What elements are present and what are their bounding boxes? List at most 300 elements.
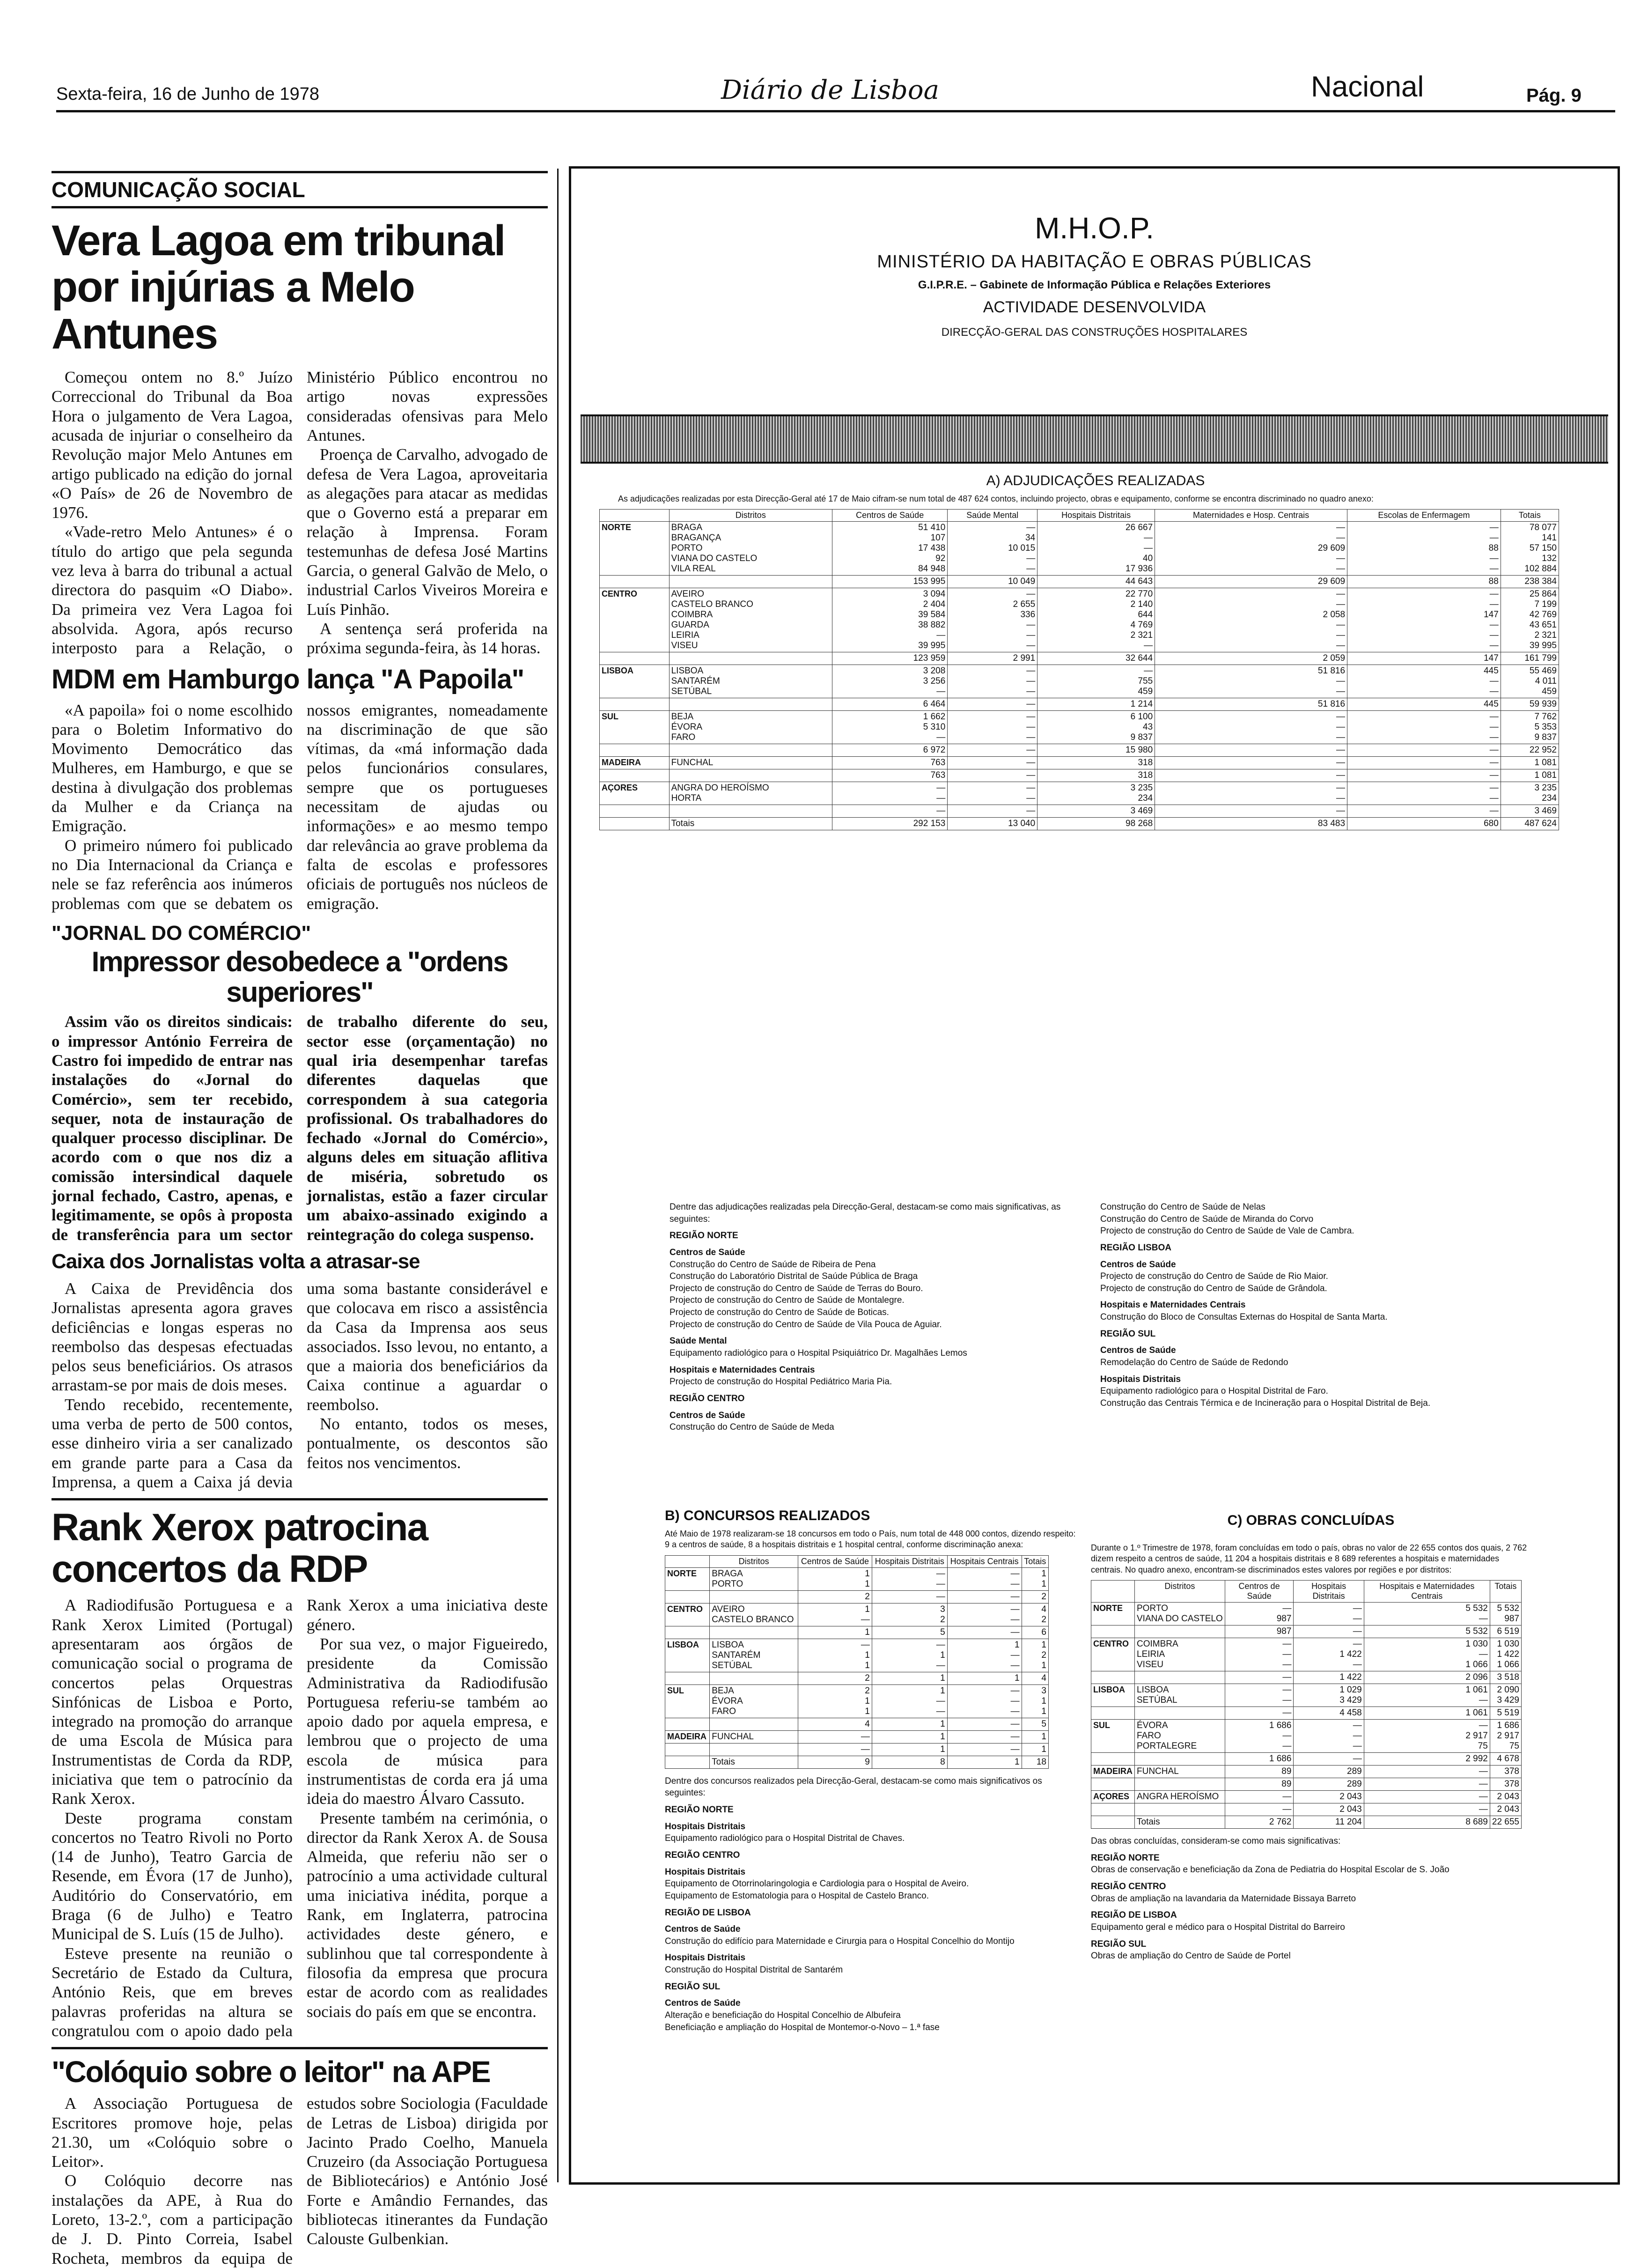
section-b bbox=[665, 1508, 1077, 2033]
subtotal-row bbox=[600, 698, 1559, 711]
note-line: Equipamento radiológico para o Hospital Psiquiátrico Dr. Magalhães Lemos bbox=[670, 1348, 967, 1359]
region-cell bbox=[600, 805, 670, 818]
column-header bbox=[665, 1555, 710, 1567]
region-cell bbox=[1091, 1816, 1135, 1829]
section-c-intro: Durante o 1.º Trimestre de 1978, foram concluídas em todo o país, obras no valor de 22 655 contos dos quais, 2 762 dizem respeito a centros de saúde, 11 204 a hospitais distritais e 8 689 referentes a hospitais e maternidades centrais. No quadro anexo, encontram-se discriminados estes valores por regiões e por distritos: bbox=[1091, 1543, 1527, 1574]
value-cell: — bbox=[1225, 1803, 1294, 1816]
value-cell: 1 2 1 bbox=[1022, 1639, 1048, 1672]
paragraph: A sentença será proferida na próxima segunda-feira, às 14 horas. bbox=[307, 619, 548, 657]
district-cell: ÉVORA FARO PORTALEGRE bbox=[1135, 1720, 1225, 1753]
notes-a-left bbox=[670, 1201, 1091, 1433]
value-cell: 3 235 234 bbox=[1501, 782, 1559, 805]
district-cell: LISBOA SANTARÉM SETÚBAL bbox=[710, 1639, 798, 1672]
subtotal-row bbox=[1091, 1625, 1522, 1638]
value-cell: 11 204 bbox=[1294, 1816, 1364, 1829]
district-cell: LISBOA SANTARÉM SETÚBAL bbox=[669, 665, 832, 698]
value-cell: — bbox=[872, 1590, 947, 1603]
value-cell: — — — bbox=[948, 711, 1037, 744]
note-line: Construção do Bloco de Consultas Externas do Hospital de Santa Marta. bbox=[1100, 1312, 1388, 1322]
district-cell bbox=[710, 1743, 798, 1756]
value-cell: — bbox=[1347, 757, 1501, 769]
region-cell bbox=[600, 769, 670, 782]
value-cell: — — bbox=[1225, 1684, 1294, 1707]
value-cell: 2 059 bbox=[1155, 652, 1347, 665]
value-cell: 1 bbox=[872, 1672, 947, 1684]
value-cell: — bbox=[947, 1626, 1022, 1639]
note-heading: REGIÃO DE LISBOA bbox=[1091, 1910, 1177, 1921]
note-heading: REGIÃO CENTRO bbox=[670, 1393, 745, 1404]
table-row bbox=[665, 1639, 1049, 1672]
ad-title: M.H.O.P. bbox=[1035, 211, 1154, 245]
value-cell: 51 816 — — bbox=[1155, 665, 1347, 698]
value-cell: 1 bbox=[1022, 1743, 1048, 1756]
value-cell: 51 410 107 17 438 92 84 948 bbox=[832, 522, 948, 576]
note-line: Obras de ampliação na lavandaria da Maternidade Bissaya Barreto bbox=[1091, 1893, 1356, 1904]
subtotal-row bbox=[665, 1590, 1049, 1603]
article-impressor bbox=[52, 1012, 548, 1244]
note-heading: Hospitais Distritais bbox=[665, 1953, 746, 1963]
value-cell: — — bbox=[947, 1567, 1022, 1590]
column-header: Hospitais Distritais bbox=[1037, 510, 1155, 522]
column-header: Distritos bbox=[669, 510, 832, 522]
value-cell: — — 147 — — — bbox=[1347, 588, 1501, 652]
column-header: Centros de Saúde bbox=[1225, 1581, 1294, 1603]
value-cell: — — 88 — — bbox=[1347, 522, 1501, 576]
value-cell: 6 464 bbox=[832, 698, 948, 711]
value-cell: — bbox=[1294, 1753, 1364, 1766]
value-cell: 3 094 2 404 39 584 38 882 — 39 995 bbox=[832, 588, 948, 652]
region-cell bbox=[1091, 1778, 1135, 1791]
table-row bbox=[1091, 1603, 1522, 1625]
value-cell: 3 469 bbox=[1501, 805, 1559, 818]
headline-mdm: MDM em Hamburgo lança "A Papoila" bbox=[52, 664, 524, 694]
column-header bbox=[600, 510, 670, 522]
region-cell bbox=[600, 744, 670, 757]
value-cell: — — bbox=[872, 1567, 947, 1590]
note-line: Beneficiação e ampliação do Hospital de Montemor-o-Novo – 1.ª fase bbox=[665, 2022, 940, 2032]
value-cell: 289 bbox=[1294, 1766, 1364, 1778]
region-cell: AÇORES bbox=[600, 782, 670, 805]
column-header: Saúde Mental bbox=[948, 510, 1037, 522]
paragraph: Deste programa constam concertos no Teatro Rivoli no Porto (14 de Junho), Teatro Garcia de Resende, em Évora (17 de Junho), Auditório do Conservatório, em Braga (6 de Julho) e Teatro Municipal de S. Luís (15 de Julho). bbox=[52, 1809, 293, 1943]
paragraph: «Vade-retro Melo Antunes» é o título do artigo que pela segunda vez leva à barra do tribunal a actual directora do pasquim «O Diabo». Da primeira vez Vera Lagoa foi absolvida. Agora, após recurso interposto para a Relação, o Ministério Público encontrou no artigo novas expressões consideradas ofensivas para Melo Antunes. bbox=[52, 368, 548, 657]
region-cell bbox=[1091, 1671, 1135, 1684]
district-cell bbox=[669, 576, 832, 588]
ad-header bbox=[571, 169, 1618, 339]
district-cell: AVEIRO CASTELO BRANCO COIMBRA GUARDA LEIRIA VISEU bbox=[669, 588, 832, 652]
value-cell: — 2 655 336 — — — bbox=[948, 588, 1037, 652]
paragraph: «A papoila» foi o nome escolhido para o Boletim Informativo do Movimento Democrático das Mulheres, em Hamburgo, e que se destina à divulgação dos problemas da Mulher e da Criança na Emigração. bbox=[52, 701, 293, 835]
note-line: Equipamento de Estomatologia para o Hospital de Castelo Branco. bbox=[665, 1891, 929, 1901]
note-heading: Centros de Saúde bbox=[670, 1247, 745, 1257]
value-cell: — 755 459 bbox=[1037, 665, 1155, 698]
note-line: Equipamento radiológico para o Hospital Distrital de Faro. bbox=[1100, 1386, 1328, 1396]
value-cell: 1 bbox=[872, 1718, 947, 1730]
value-cell: 2 096 bbox=[1364, 1671, 1490, 1684]
subtotal-row bbox=[600, 744, 1559, 757]
district-cell: BEJA ÉVORA FARO bbox=[669, 711, 832, 744]
region-cell: NORTE bbox=[600, 522, 670, 576]
value-cell: — bbox=[1364, 1803, 1490, 1816]
table-header bbox=[600, 510, 1559, 522]
value-cell: — bbox=[798, 1730, 872, 1743]
subtotal-row bbox=[665, 1743, 1049, 1756]
region-cell: MADEIRA bbox=[600, 757, 670, 769]
note-line: Construção das Centrais Térmica e de Incineração para o Hospital Distrital de Beja. bbox=[1100, 1398, 1431, 1408]
paragraph: Presente também na cerimónia, o director da Rank Xerox A. de Sousa Almeida, que referiu não ser o patrocínio a uma actividade cultural uma iniciativa inédita, porque a Rank, em Inglaterra, patrocina actividades deste género, e sublinhou que tal correspondente à filosofia da empresa que procura estar de acordo com as realidades sociais do país em que se encontra. bbox=[307, 1809, 548, 2021]
district-cell: BRAGA PORTO bbox=[710, 1567, 798, 1590]
value-cell: — — — bbox=[1155, 711, 1347, 744]
district-cell bbox=[1135, 1625, 1225, 1638]
article-rank-xerox bbox=[52, 1596, 548, 2040]
value-cell: — — bbox=[1347, 782, 1501, 805]
value-cell: — — bbox=[832, 782, 948, 805]
article-mdm bbox=[52, 701, 548, 913]
region-cell: CENTRO bbox=[600, 588, 670, 652]
value-cell: — — bbox=[947, 1603, 1022, 1626]
value-cell: 318 bbox=[1037, 757, 1155, 769]
value-cell: 22 655 bbox=[1490, 1816, 1521, 1829]
ad-gabinete: G.I.P.R.E. – Gabinete de Informação Pública e Relações Exteriores bbox=[918, 279, 1271, 291]
note-line: Construção do Hospital Distrital de Santarém bbox=[665, 1965, 843, 1975]
district-cell: AVEIRO CASTELO BRANCO bbox=[710, 1603, 798, 1626]
kicker-jornal-comercio: "JORNAL DO COMÉRCIO" bbox=[52, 921, 311, 945]
value-cell: — bbox=[1225, 1707, 1294, 1720]
headline-caixa: Caixa dos Jornalistas volta a atrasar-se bbox=[52, 1249, 420, 1273]
value-cell: — bbox=[1225, 1671, 1294, 1684]
paragraph: A Caixa de Previdência dos Jornalistas apresenta agora graves deficiências e longas esperas no reembolso das despesas efectuadas pelos seus beneficiários. Os atrasos arrastam-se por mais de dois meses. bbox=[52, 1279, 293, 1395]
table-row bbox=[665, 1730, 1049, 1743]
value-cell: 1 — — bbox=[872, 1684, 947, 1718]
value-cell: 7 762 5 353 9 837 bbox=[1501, 711, 1559, 744]
district-cell bbox=[669, 698, 832, 711]
value-cell: 487 624 bbox=[1501, 818, 1559, 830]
value-cell: — bbox=[1347, 805, 1501, 818]
note-heading: Saúde Mental bbox=[670, 1336, 727, 1346]
value-cell: 1 030 — 1 066 bbox=[1364, 1638, 1490, 1671]
section-b-title: B) CONCURSOS REALIZADOS bbox=[665, 1508, 870, 1523]
value-cell: 1 bbox=[947, 1672, 1022, 1684]
paragraph: Tendo recebido, recentemente, uma verba de perto de 500 contos, esse dinheiro viria a ser canalizado em grande parte para a Casa da Imprensa, a quem a Caixa já devia uma soma bastante considerável e que colocava em risco a assistência da Casa da Imprensa aos seus associados. Isso levou, no entanto, a que a maioria dos beneficiários da Caixa continue a aguardar o reembolso. bbox=[52, 1279, 548, 1491]
value-cell: — bbox=[1155, 757, 1347, 769]
note-heading: Hospitais Distritais bbox=[1100, 1374, 1181, 1384]
region-cell: SUL bbox=[665, 1684, 710, 1718]
district-cell: PORTO VIANA DO CASTELO bbox=[1135, 1603, 1225, 1625]
table-header bbox=[665, 1555, 1049, 1567]
district-cell: ANGRA HEROÍSMO bbox=[1135, 1791, 1225, 1803]
value-cell: 55 469 4 011 459 bbox=[1501, 665, 1559, 698]
value-cell: — bbox=[1364, 1766, 1490, 1778]
value-cell: 1 686 2 917 75 bbox=[1490, 1720, 1521, 1753]
table-row bbox=[1091, 1816, 1522, 1829]
region-cell bbox=[665, 1590, 710, 1603]
value-cell: 1 1 bbox=[1022, 1567, 1048, 1590]
headline-vera-lagoa: Vera Lagoa em tribunal por injúrias a Melo Antunes bbox=[52, 217, 505, 358]
value-cell: 1 662 5 310 — bbox=[832, 711, 948, 744]
value-cell: — — 2 058 — — — bbox=[1155, 588, 1347, 652]
subtotal-row bbox=[665, 1718, 1049, 1730]
value-cell: 4 678 bbox=[1490, 1753, 1521, 1766]
note-line: Dentre dos concursos realizados pela Direcção-Geral, destacam-se como mais significativos os seguintes: bbox=[665, 1776, 1042, 1798]
column-header: Hospitais Centrais bbox=[947, 1555, 1022, 1567]
region-cell bbox=[665, 1672, 710, 1684]
value-cell: — bbox=[948, 698, 1037, 711]
section-rule bbox=[52, 1498, 548, 1500]
value-cell: 5 bbox=[872, 1626, 947, 1639]
value-cell: 1 bbox=[947, 1756, 1022, 1768]
note-heading: Hospitais Distritais bbox=[665, 1821, 746, 1832]
note-line: Remodelação do Centro de Saúde de Redondo bbox=[1100, 1358, 1288, 1368]
value-cell: 238 384 bbox=[1501, 576, 1559, 588]
value-cell: — bbox=[1347, 769, 1501, 782]
value-cell: 5 532 bbox=[1364, 1625, 1490, 1638]
column-header: Totais bbox=[1022, 1555, 1048, 1567]
column-header: Totais bbox=[1490, 1581, 1521, 1603]
table-row bbox=[600, 818, 1559, 830]
table-row bbox=[600, 782, 1559, 805]
district-cell: BEJA ÉVORA FARO bbox=[710, 1684, 798, 1718]
note-heading: Centros de Saúde bbox=[1100, 1345, 1176, 1356]
region-cell bbox=[1091, 1803, 1135, 1816]
value-cell: 1 029 3 429 bbox=[1294, 1684, 1364, 1707]
value-cell: 2 bbox=[798, 1672, 872, 1684]
value-cell: 445 bbox=[1347, 698, 1501, 711]
value-cell: 2 1 1 bbox=[798, 1684, 872, 1718]
note-line: Projecto de construção do Centro de Saúde de Rio Maior. bbox=[1100, 1271, 1328, 1282]
table-concursos bbox=[665, 1555, 1049, 1769]
subtotal-row bbox=[665, 1626, 1049, 1639]
value-cell: — bbox=[1347, 744, 1501, 757]
note-line: Projecto de construção do Centro de Saúde de Vila Pouca de Aguiar. bbox=[670, 1319, 942, 1330]
note-heading: REGIÃO SUL bbox=[1091, 1939, 1147, 1949]
table-row bbox=[600, 522, 1559, 576]
value-cell: — bbox=[1364, 1778, 1490, 1791]
district-cell bbox=[669, 769, 832, 782]
value-cell: 6 bbox=[1022, 1626, 1048, 1639]
note-line: Equipamento geral e médico para o Hospital Distrital do Barreiro bbox=[1091, 1922, 1345, 1933]
column-header: Totais bbox=[1501, 510, 1559, 522]
value-cell: 1 422 bbox=[1294, 1671, 1364, 1684]
value-cell: 161 799 bbox=[1501, 652, 1559, 665]
value-cell: — 2 917 75 bbox=[1364, 1720, 1490, 1753]
value-cell: — 1 422 — bbox=[1294, 1638, 1364, 1671]
notes-a-right bbox=[1100, 1201, 1522, 1410]
value-cell: — bbox=[798, 1743, 872, 1756]
ad-ministry: MINISTÉRIO DA HABITAÇÃO E OBRAS PÚBLICAS bbox=[877, 252, 1312, 272]
district-cell: ANGRA DO HEROÍSMO HORTA bbox=[669, 782, 832, 805]
note-heading: Hospitais Distritais bbox=[665, 1867, 746, 1877]
value-cell: 25 864 7 199 42 769 43 651 2 321 39 995 bbox=[1501, 588, 1559, 652]
value-cell: 3 2 bbox=[872, 1603, 947, 1626]
value-cell: 1 061 — bbox=[1364, 1684, 1490, 1707]
table-row bbox=[1091, 1684, 1522, 1707]
note-line: Projecto de construção do Centro de Saúde de Terras do Bouro. bbox=[670, 1283, 923, 1293]
paragraph: Assim vão os direitos sindicais: o impressor António Ferreira de Castro foi impedido de entrar nas instalações do «Jornal do Comércio», sem ter recebido, sequer, nota de instauração de qualquer processo disciplinar. De acordo com o que nos diz a comissão intersindical daquele jornal fechado, Castro, apenas, e legitimamente, se opôs à proposta de transferência para um sector de trabalho diferente do seu, sector esse (orçamentação) no qual iria desempenhar tarefas diferentes daquelas que correspondem à sua categoria profissional. Os trabalhadores do fechado «Jornal do Comércio», alguns deles em situação aflitiva de miséria, sobretudo os jornalistas, estão a fazer circular um abaixo-assinado exigindo a reintegração do colega suspenso. bbox=[52, 1012, 548, 1244]
region-cell bbox=[1091, 1707, 1135, 1720]
subtotal-row bbox=[600, 576, 1559, 588]
value-cell: — bbox=[947, 1730, 1022, 1743]
note-line: Das obras concluídas, consideram-se como mais significativas: bbox=[1091, 1836, 1341, 1847]
value-cell: 5 532 987 bbox=[1490, 1603, 1521, 1625]
value-cell: 78 077 141 57 150 132 102 884 bbox=[1501, 522, 1559, 576]
table-row bbox=[600, 588, 1559, 652]
note-heading: REGIÃO NORTE bbox=[665, 1805, 734, 1815]
value-cell: 32 644 bbox=[1037, 652, 1155, 665]
value-cell: 763 bbox=[832, 757, 948, 769]
district-cell bbox=[1135, 1671, 1225, 1684]
ad-direccao: DIRECÇÃO-GERAL DAS CONSTRUÇÕES HOSPITALARES bbox=[941, 326, 1248, 339]
value-cell: 1 bbox=[1022, 1730, 1048, 1743]
masthead-date: Sexta-feira, 16 de Junho de 1978 bbox=[56, 84, 319, 104]
district-cell bbox=[669, 652, 832, 665]
value-cell: 2 043 bbox=[1490, 1791, 1521, 1803]
district-cell bbox=[1135, 1707, 1225, 1720]
value-cell: 13 040 bbox=[948, 818, 1037, 830]
paragraph: Começou ontem no 8.º Juízo Correccional do Tribunal da Boa Hora o julgamento de Vera Lagoa, acusada de injuriar o conselheiro da Revolução major Melo Antunes em artigo publicado na edição do jornal «O País» de 26 de Novembro de 1976. bbox=[52, 368, 293, 522]
section-a-title: A) ADJUDICAÇÕES REALIZADAS bbox=[986, 473, 1205, 488]
paragraph: A Radiodifusão Portuguesa e a Rank Xerox Limited (Portugal) apresentaram aos órgãos de comunicação social o programa de concertos pelas Orquestras Sinfónicas de Lisboa e Porto, integrado na promoção do arranque de uma Escola de Música para Instrumentistas de Corda da RDP, iniciativa que tem o patrocínio da Rank Xerox. bbox=[52, 1596, 293, 1808]
value-cell: 1 081 bbox=[1501, 757, 1559, 769]
note-line: Equipamento radiológico para o Hospital Distrital de Chaves. bbox=[665, 1833, 905, 1844]
subtotal-row bbox=[600, 769, 1559, 782]
value-cell: 289 bbox=[1294, 1778, 1364, 1791]
column-header: Centros de Saúde bbox=[798, 1555, 872, 1567]
district-cell: Totais bbox=[710, 1756, 798, 1768]
district-cell: LISBOA SETÚBAL bbox=[1135, 1684, 1225, 1707]
subtotal-row bbox=[1091, 1778, 1522, 1791]
region-cell: LISBOA bbox=[600, 665, 670, 698]
column-header: Hospitais Distritais bbox=[1294, 1581, 1364, 1603]
note-heading: Centros de Saúde bbox=[670, 1410, 745, 1420]
ad-actividade: ACTIVIDADE DESENVOLVIDA bbox=[983, 298, 1206, 316]
column-header: Distritos bbox=[710, 1555, 798, 1567]
note-heading: Hospitais e Maternidades Centrais bbox=[1100, 1300, 1246, 1310]
note-line: Dentre das adjudicações realizadas pela Direcção-Geral, destacam-se como mais significativas, as seguintes: bbox=[670, 1202, 1061, 1224]
district-cell: Totais bbox=[669, 818, 832, 830]
value-cell: 1 686 bbox=[1225, 1753, 1294, 1766]
table-row bbox=[600, 665, 1559, 698]
value-cell: 1 — — bbox=[947, 1639, 1022, 1672]
subtotal-row bbox=[1091, 1753, 1522, 1766]
value-cell: — bbox=[948, 769, 1037, 782]
value-cell: 3 235 234 bbox=[1037, 782, 1155, 805]
subtotal-row bbox=[1091, 1803, 1522, 1816]
district-cell bbox=[1135, 1753, 1225, 1766]
value-cell: 3 208 3 256 — bbox=[832, 665, 948, 698]
column-header: Maternidades e Hosp. Centrais bbox=[1155, 510, 1347, 522]
note-heading: REGIÃO CENTRO bbox=[665, 1850, 740, 1860]
value-cell: 1 081 bbox=[1501, 769, 1559, 782]
note-line: Construção do edifício para Maternidade e Cirurgia para o Hospital Concelhio do Montijo bbox=[665, 1936, 1015, 1946]
value-cell: 15 980 bbox=[1037, 744, 1155, 757]
region-cell bbox=[600, 576, 670, 588]
value-cell: 2 043 bbox=[1294, 1791, 1364, 1803]
value-cell: 123 959 bbox=[832, 652, 948, 665]
region-cell bbox=[665, 1718, 710, 1730]
value-cell: — bbox=[1155, 805, 1347, 818]
note-heading: Centros de Saúde bbox=[1100, 1259, 1176, 1270]
value-cell: — — — bbox=[1347, 711, 1501, 744]
value-cell: 6 100 43 9 837 bbox=[1037, 711, 1155, 744]
paragraph: No entanto, todos os meses, pontualmente, os descontos são feitos nos vencimentos. bbox=[307, 1415, 548, 1472]
column-header bbox=[1091, 1581, 1135, 1603]
article-caixa bbox=[52, 1279, 548, 1492]
value-cell: — — bbox=[948, 782, 1037, 805]
column-header: Escolas de Enfermagem bbox=[1347, 510, 1501, 522]
column-header: Distritos bbox=[1135, 1581, 1225, 1603]
value-cell: 22 770 2 140 644 4 769 2 321 — bbox=[1037, 588, 1155, 652]
note-heading: REGIÃO CENTRO bbox=[1091, 1882, 1166, 1892]
value-cell: 378 bbox=[1490, 1766, 1521, 1778]
district-cell bbox=[669, 744, 832, 757]
value-cell: 147 bbox=[1347, 652, 1501, 665]
section-c bbox=[1091, 1513, 1531, 1962]
note-line: Obras de ampliação do Centro de Saúde de Portel bbox=[1091, 1951, 1291, 1961]
district-cell bbox=[710, 1718, 798, 1730]
subtotal-row bbox=[600, 805, 1559, 818]
value-cell: 680 bbox=[1347, 818, 1501, 830]
value-cell: 1 bbox=[872, 1743, 947, 1756]
value-cell: 4 bbox=[1022, 1672, 1048, 1684]
district-cell: Totais bbox=[1135, 1816, 1225, 1829]
note-line: Construção do Centro de Saúde de Miranda do Corvo bbox=[1100, 1214, 1314, 1224]
table-row bbox=[1091, 1638, 1522, 1671]
value-cell: — — — bbox=[1225, 1638, 1294, 1671]
region-cell bbox=[600, 818, 670, 830]
region-cell: LISBOA bbox=[665, 1639, 710, 1672]
region-cell: AÇORES bbox=[1091, 1791, 1135, 1803]
value-cell: — bbox=[948, 805, 1037, 818]
region-cell: CENTRO bbox=[665, 1603, 710, 1626]
value-cell: — bbox=[1294, 1625, 1364, 1638]
note-heading: Centros de Saúde bbox=[665, 1924, 741, 1935]
paragraph: O Colóquio decorre nas instalações da APE, à Rua do Loreto, 13-2.º, com a participação de J. D. Pinto Correia, Isabel Rocheta, membros da equipa de estudos sobre Sociologia (Faculdade de Letras de Lisboa) dirigida por Jacinto Prado Coelho, Manuela Cruzeiro (da Associação Portuguesa de Bibliotecários) e António José Forte e Amândio Fernandes, das bibliotecas itinerantes da Fundação Calouste Gulbenkian. bbox=[52, 2094, 548, 2268]
paragraph: A Associação Portuguesa de Escritores promove hoje, pelas 21.30, um «Colóquio sobre o Leitor». bbox=[52, 2094, 293, 2171]
headline-rank-xerox: Rank Xerox patrocina concertos da RDP bbox=[52, 1506, 428, 1590]
value-cell: 1 — bbox=[798, 1603, 872, 1626]
value-cell: 378 bbox=[1490, 1778, 1521, 1791]
value-cell: 5 532 — bbox=[1364, 1603, 1490, 1625]
district-cell bbox=[1135, 1803, 1225, 1816]
region-cell bbox=[600, 652, 670, 665]
newspaper-name: Diário de Lisboa bbox=[721, 75, 939, 105]
table-row bbox=[665, 1684, 1049, 1718]
value-cell: 10 049 bbox=[948, 576, 1037, 588]
article-coloquio bbox=[52, 2094, 548, 2268]
note-line: Construção do Laboratório Distrital de Saúde Pública de Braga bbox=[670, 1271, 918, 1282]
subtotal-row bbox=[1091, 1707, 1522, 1720]
value-cell: 2 043 bbox=[1490, 1803, 1521, 1816]
value-cell: 59 939 bbox=[1501, 698, 1559, 711]
value-cell: 1 214 bbox=[1037, 698, 1155, 711]
value-cell: 1 061 bbox=[1364, 1707, 1490, 1720]
district-cell bbox=[710, 1672, 798, 1684]
value-cell: 2 991 bbox=[948, 652, 1037, 665]
value-cell: 89 bbox=[1225, 1766, 1294, 1778]
value-cell: 2 043 bbox=[1294, 1803, 1364, 1816]
value-cell: — bbox=[1155, 769, 1347, 782]
value-cell: — — bbox=[1155, 782, 1347, 805]
headline-impressor: Impressor desobedece a "ordens superiores" bbox=[91, 946, 508, 1008]
note-heading: REGIÃO NORTE bbox=[670, 1231, 738, 1241]
table-row bbox=[600, 757, 1559, 769]
value-cell: 987 bbox=[1225, 1625, 1294, 1638]
value-cell: 22 952 bbox=[1501, 744, 1559, 757]
value-cell: 89 bbox=[1225, 1778, 1294, 1791]
paragraph: O primeiro número foi publicado no Dia Internacional da Criança e nele se faz referência aos inúmeros problemas com que se debatem os nossos emigrantes, nomeadamente na discriminação de que são vítimas, da «má informação dada pelos funcionários consulares, sempre que os portugueses necessitam de ajudas ou informações» e ao mesmo tempo dar relevância ao grave problema da falta de escolas e professores oficiais de português nos núcleos de emigração. bbox=[52, 701, 548, 913]
region-cell: SUL bbox=[600, 711, 670, 744]
value-cell: — bbox=[1225, 1791, 1294, 1803]
